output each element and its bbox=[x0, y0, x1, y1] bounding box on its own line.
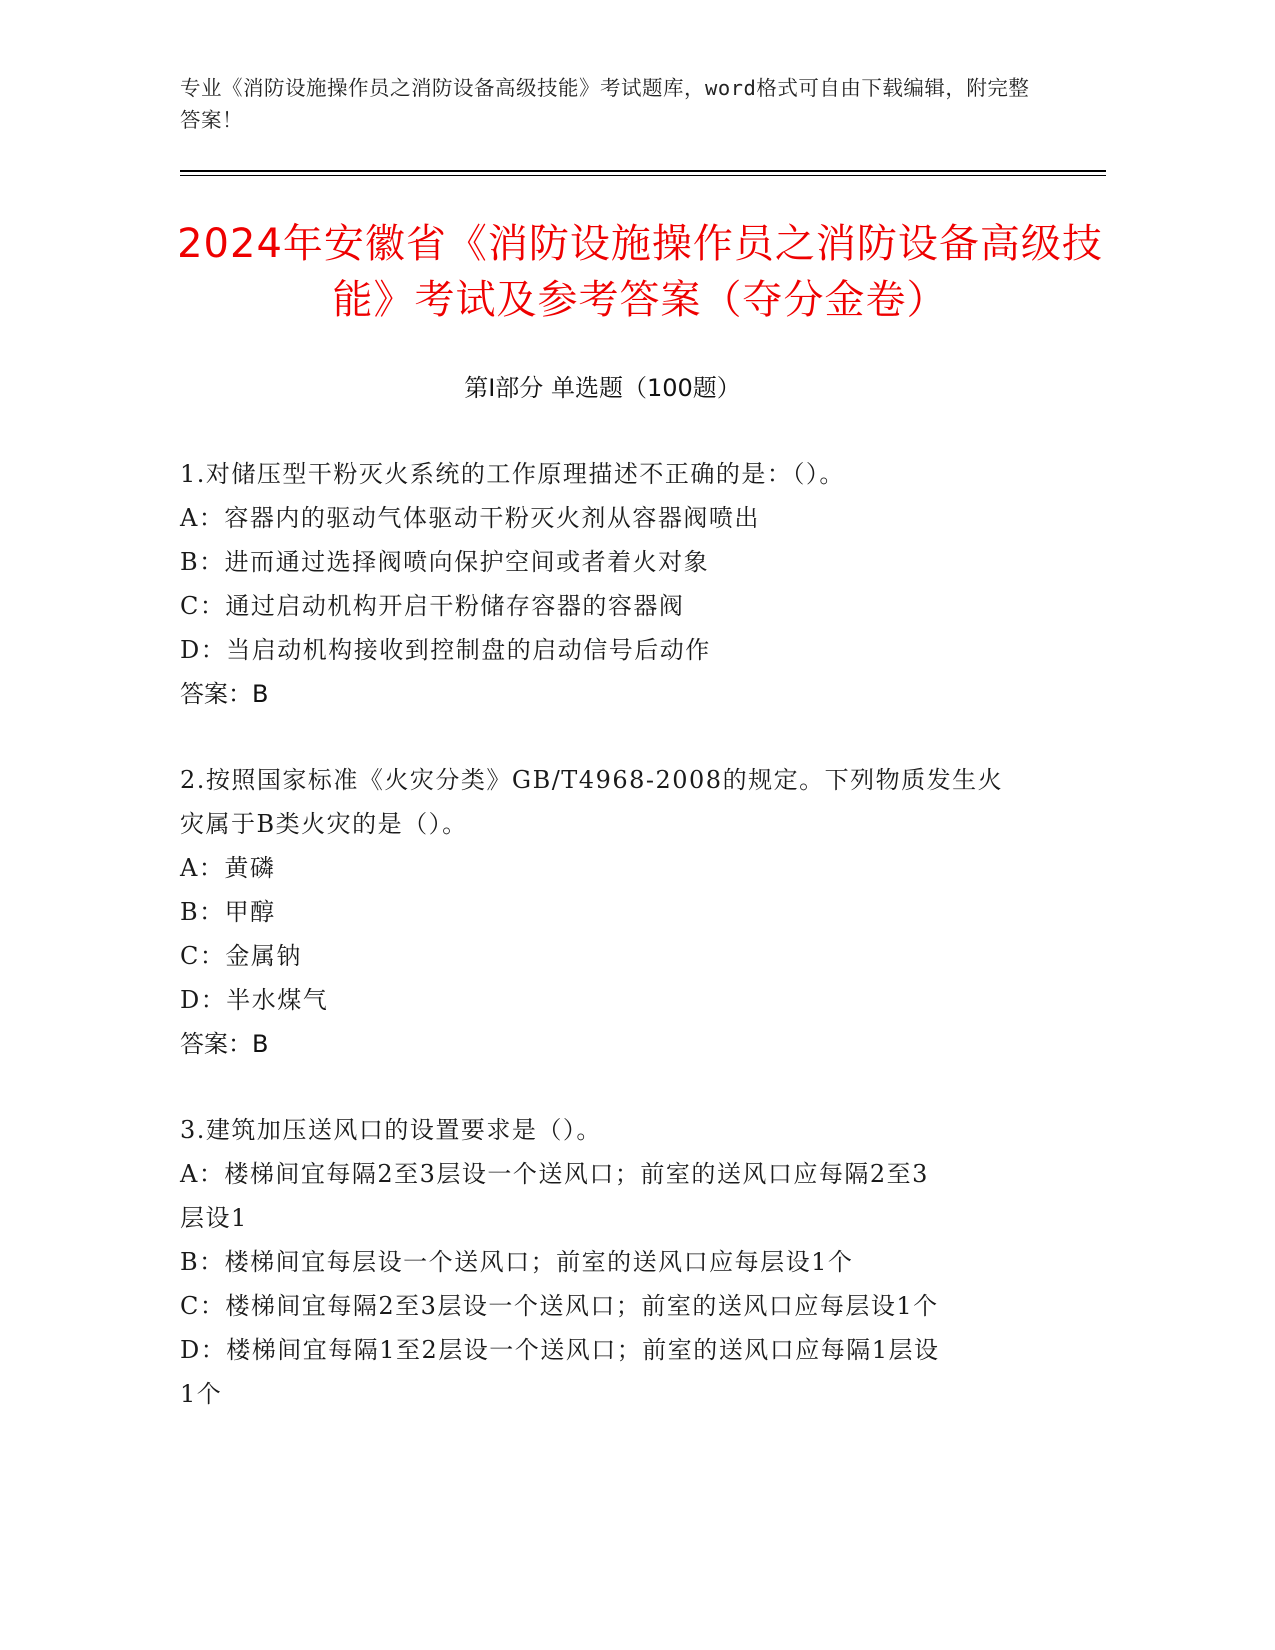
question-block bbox=[180, 1108, 1050, 1416]
answer-option: D：半水煤气 bbox=[180, 986, 329, 1014]
answer-option: A：黄磷 bbox=[180, 854, 276, 882]
answer-option: A：容器内的驱动气体驱动干粉灭火剂从容器阀喷出 bbox=[180, 504, 760, 532]
question-list bbox=[180, 452, 1050, 1458]
answer-option: B：楼梯间宜每层设一个送风口；前室的送风口应每层设1个 bbox=[180, 1248, 854, 1276]
answer-option: 1个 bbox=[180, 1380, 223, 1408]
answer-option: C：金属钠 bbox=[180, 942, 302, 970]
answer-option: B：甲醇 bbox=[180, 898, 276, 926]
answer-option: C：通过启动机构开启干粉储存容器的容器阀 bbox=[180, 592, 685, 620]
answer-option: 层设1 bbox=[180, 1204, 248, 1232]
header-note: 专业《消防设施操作员之消防设备高级技能》考试题库，word格式可自由下载编辑，附完整答案！ bbox=[180, 76, 1030, 132]
question-stem: 1.对储压型干粉灭火系统的工作原理描述不正确的是：（）。 bbox=[180, 460, 845, 488]
answer-key: 答案：B bbox=[180, 1030, 269, 1058]
header-rule-thick bbox=[180, 170, 1106, 172]
answer-option: D：楼梯间宜每隔1至2层设一个送风口；前室的送风口应每隔1层设 bbox=[180, 1336, 940, 1364]
answer-option: A：楼梯间宜每隔2至3层设一个送风口；前室的送风口应每隔2至3 bbox=[180, 1160, 929, 1188]
question-block bbox=[180, 758, 1050, 1066]
section-title: 第I部分 单选题（100题） bbox=[464, 374, 741, 402]
question-block bbox=[180, 452, 1050, 716]
document-title: 2024年安徽省《消防设施操作员之消防设备高级技能》考试及参考答案（夺分金卷） bbox=[177, 221, 1103, 323]
question-stem: 2.按照国家标准《火灾分类》GB/T4968-2008的规定。下列物质发生火 bbox=[180, 766, 1004, 794]
answer-option: B：进而通过选择阀喷向保护空间或者着火对象 bbox=[180, 548, 710, 576]
answer-key: 答案：B bbox=[180, 680, 269, 708]
answer-option: D：当启动机构接收到控制盘的启动信号后动作 bbox=[180, 636, 711, 664]
question-stem: 灾属于B类火灾的是（）。 bbox=[180, 810, 468, 838]
answer-option: C：楼梯间宜每隔2至3层设一个送风口；前室的送风口应每层设1个 bbox=[180, 1292, 939, 1320]
question-stem: 3.建筑加压送风口的设置要求是（）。 bbox=[180, 1116, 602, 1144]
header-rule-thin bbox=[180, 175, 1106, 176]
